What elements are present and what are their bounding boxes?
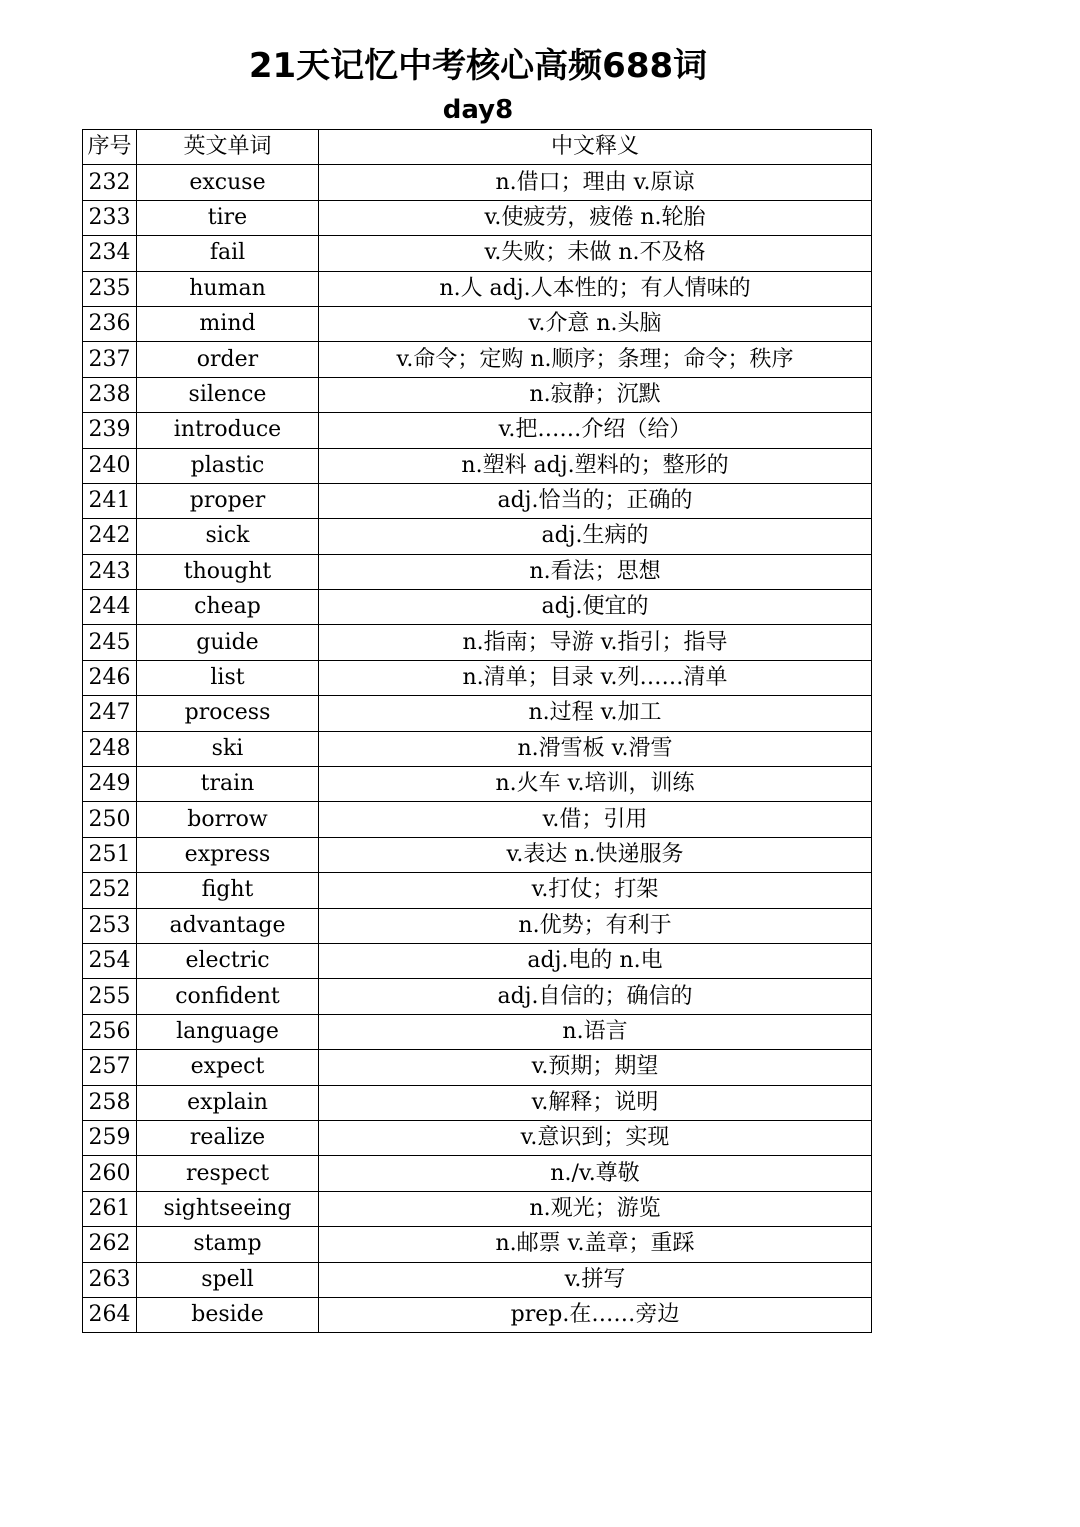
chinese-meaning: n.人 adj.人本性的；有人情味的 [319,271,872,306]
row-number: 260 [83,1156,137,1191]
chinese-meaning: n.语言 [319,1014,872,1049]
row-number: 262 [83,1227,137,1262]
english-word: guide [137,625,319,660]
row-number: 259 [83,1120,137,1155]
row-number: 258 [83,1085,137,1120]
row-number: 253 [83,908,137,943]
english-word: list [137,660,319,695]
chinese-meaning: v.失败；未做 n.不及格 [319,236,872,271]
table-row [83,767,872,802]
document-title: 21天记忆中考核心高频688词 [248,46,708,86]
english-word: introduce [137,413,319,448]
chinese-meaning: adj.恰当的；正确的 [319,483,872,518]
row-number: 237 [83,342,137,377]
chinese-meaning: v.命令；定购 n.顺序；条理；命令；秩序 [319,342,872,377]
english-word: fail [137,236,319,271]
english-word: respect [137,1156,319,1191]
chinese-meaning: n.塑料 adj.塑料的；整形的 [319,448,872,483]
table-row [83,271,872,306]
chinese-meaning: adj.电的 n.电 [319,943,872,978]
row-number: 248 [83,731,137,766]
table-row [83,236,872,271]
chinese-meaning: v.表达 n.快递服务 [319,837,872,872]
table-row [83,519,872,554]
table-row [83,1262,872,1297]
row-number: 239 [83,413,137,448]
table-row [83,802,872,837]
table-header [83,130,872,165]
table-row [83,979,872,1014]
table-row [83,1191,872,1226]
row-number: 238 [83,377,137,412]
header-meaning: 中文释义 [319,130,872,165]
table-row [83,1120,872,1155]
chinese-meaning: v.拼写 [319,1262,872,1297]
row-number: 261 [83,1191,137,1226]
table-row [83,837,872,872]
english-word: order [137,342,319,377]
english-word: proper [137,483,319,518]
row-number: 251 [83,837,137,872]
table-row [83,1085,872,1120]
table-row [83,696,872,731]
row-number: 245 [83,625,137,660]
chinese-meaning: n.看法；思想 [319,554,872,589]
chinese-meaning: n.清单；目录 v.列……清单 [319,660,872,695]
table-row [83,908,872,943]
table-row [83,1014,872,1049]
english-word: realize [137,1120,319,1155]
table-row [83,483,872,518]
row-number: 249 [83,767,137,802]
chinese-meaning: v.打仗；打架 [319,873,872,908]
row-number: 254 [83,943,137,978]
row-number: 236 [83,306,137,341]
english-word: advantage [137,908,319,943]
english-word: spell [137,1262,319,1297]
english-word: mind [137,306,319,341]
chinese-meaning: n.优势；有利于 [319,908,872,943]
row-number: 233 [83,200,137,235]
english-word: stamp [137,1227,319,1262]
english-word: plastic [137,448,319,483]
chinese-meaning: adj.生病的 [319,519,872,554]
table-row [83,1050,872,1085]
chinese-meaning: n.过程 v.加工 [319,696,872,731]
english-word: fight [137,873,319,908]
chinese-meaning: n.观光；游览 [319,1191,872,1226]
row-number: 244 [83,590,137,625]
table-row [83,377,872,412]
chinese-meaning: n.火车 v.培训，训练 [319,767,872,802]
table-row [83,625,872,660]
english-word: train [137,767,319,802]
table-row [83,342,872,377]
english-word: express [137,837,319,872]
chinese-meaning: n.借口；理由 v.原谅 [319,165,872,200]
table-row [83,200,872,235]
row-number: 234 [83,236,137,271]
english-word: borrow [137,802,319,837]
row-number: 243 [83,554,137,589]
chinese-meaning: adj.自信的；确信的 [319,979,872,1014]
row-number: 240 [83,448,137,483]
document-subtitle: day8 [442,95,514,125]
chinese-meaning: n./v.尊敬 [319,1156,872,1191]
table-row [83,1227,872,1262]
chinese-meaning: n.邮票 v.盖章；重踩 [319,1227,872,1262]
table-row [83,1297,872,1332]
chinese-meaning: v.把……介绍（给） [319,413,872,448]
header-row [83,130,872,165]
row-number: 232 [83,165,137,200]
table-row [83,306,872,341]
chinese-meaning: v.使疲劳，疲倦 n.轮胎 [319,200,872,235]
table-body [83,165,872,1333]
vocabulary-table [82,129,872,1333]
table-row [83,590,872,625]
row-number: 235 [83,271,137,306]
chinese-meaning: v.解释；说明 [319,1085,872,1120]
row-number: 263 [83,1262,137,1297]
english-word: language [137,1014,319,1049]
table-row [83,660,872,695]
english-word: sick [137,519,319,554]
english-word: confident [137,979,319,1014]
row-number: 256 [83,1014,137,1049]
chinese-meaning: adj.便宜的 [319,590,872,625]
table-row [83,873,872,908]
english-word: ski [137,731,319,766]
chinese-meaning: n.寂静；沉默 [319,377,872,412]
english-word: sightseeing [137,1191,319,1226]
row-number: 247 [83,696,137,731]
row-number: 255 [83,979,137,1014]
table-row [83,554,872,589]
english-word: expect [137,1050,319,1085]
english-word: tire [137,200,319,235]
english-word: human [137,271,319,306]
table-row [83,165,872,200]
chinese-meaning: v.预期；期望 [319,1050,872,1085]
english-word: explain [137,1085,319,1120]
table-row [83,731,872,766]
row-number: 252 [83,873,137,908]
table-row [83,943,872,978]
row-number: 246 [83,660,137,695]
table-row [83,1156,872,1191]
row-number: 257 [83,1050,137,1085]
row-number: 250 [83,802,137,837]
english-word: beside [137,1297,319,1332]
row-number: 242 [83,519,137,554]
chinese-meaning: n.指南；导游 v.指引；指导 [319,625,872,660]
english-word: thought [137,554,319,589]
row-number: 264 [83,1297,137,1332]
english-word: silence [137,377,319,412]
chinese-meaning: v.介意 n.头脑 [319,306,872,341]
english-word: cheap [137,590,319,625]
english-word: process [137,696,319,731]
chinese-meaning: v.借；引用 [319,802,872,837]
english-word: electric [137,943,319,978]
chinese-meaning: prep.在……旁边 [319,1297,872,1332]
english-word: excuse [137,165,319,200]
chinese-meaning: n.滑雪板 v.滑雪 [319,731,872,766]
row-number: 241 [83,483,137,518]
chinese-meaning: v.意识到；实现 [319,1120,872,1155]
header-number: 序号 [83,130,137,165]
header-word: 英文单词 [137,130,319,165]
table-row [83,448,872,483]
table-row [83,413,872,448]
